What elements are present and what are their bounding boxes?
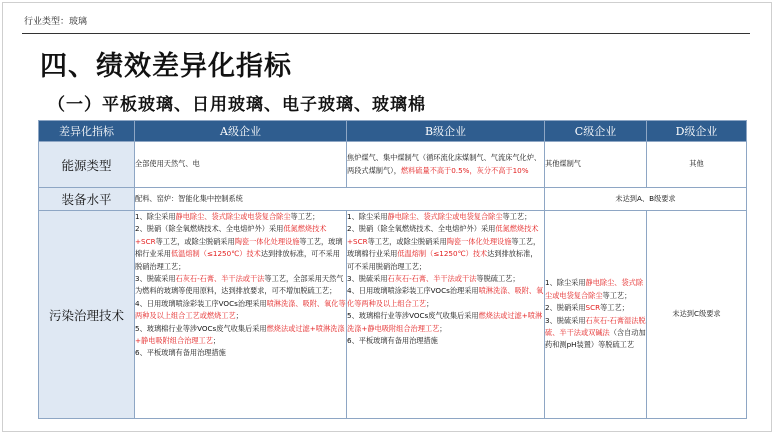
item-text: 2、脱硝（除全氧燃烧技术、全电熔炉外）采用 xyxy=(135,224,284,234)
pollution-item-b-3 xyxy=(347,273,544,285)
highlight-text: 低温熔制（≤1250℃）技术 xyxy=(170,249,261,259)
table-header-row xyxy=(39,121,747,142)
highlight-text: 喷淋洗涤、吸附、氧化等两种及以上组合工艺 xyxy=(347,286,544,308)
table-row-equipment xyxy=(39,188,747,211)
cell-energy-b xyxy=(347,142,545,188)
highlight-text: 燃烧法或过滤+喷淋洗涤+静电吸附组合治理工艺 xyxy=(135,323,345,346)
row-label-energy: 能源类型 xyxy=(39,142,135,188)
cell-pollution-a xyxy=(135,211,347,419)
pollution-item-a-1 xyxy=(135,211,346,223)
pollution-item-b-6 xyxy=(347,335,544,347)
item-text: 1、除尘采用 xyxy=(347,212,388,221)
item-text: 2、脱硝（除全氧燃烧技术、全电熔炉外）采用 xyxy=(347,224,496,234)
pollution-item-b-4 xyxy=(347,285,544,310)
item-text: 等工艺； xyxy=(600,303,629,313)
highlight-text: 石灰石-石膏、半干法或干法 xyxy=(387,274,477,284)
industry-type-label: 行业类型：玻璃 xyxy=(24,17,88,27)
pollution-item-a-4 xyxy=(135,298,346,323)
pollution-item-a-2 xyxy=(135,223,346,273)
item-text: 5、玻璃棉行业等涉VOCs废气收集后采用 xyxy=(135,323,267,333)
item-text: 2、脱硝采用 xyxy=(545,303,586,313)
column-header-c: C级企业 xyxy=(545,121,647,142)
column-header-a: A级企业 xyxy=(135,121,347,142)
item-text: ； xyxy=(439,323,447,333)
pollution-item-b-5 xyxy=(347,310,544,335)
energy-b-text: 焦炉煤气、集中煤制气（循环流化床煤制气、气流床气化炉、两段式煤制气）， xyxy=(347,153,542,175)
pollution-item-c-2 xyxy=(545,302,646,314)
highlight-text: 静电除尘、袋式除尘或电袋复合除尘 xyxy=(545,278,644,300)
pollution-item-a-5 xyxy=(135,323,346,348)
item-text: 6、平板玻璃有备用治理措施 xyxy=(135,348,226,358)
item-text: 等工艺，全部采用天然气为燃料的玻璃等使用原料，达到排放要求，可不增加脱硫工艺； xyxy=(135,274,344,296)
highlight-text: 石灰石-石膏、半干法或干法 xyxy=(175,274,265,284)
column-header-b: B级企业 xyxy=(347,121,545,142)
item-text: 等工艺； xyxy=(502,212,532,221)
highlight-text: 低温熔制（≤1250℃）技术 xyxy=(397,249,488,259)
item-text: 1、除尘采用 xyxy=(135,212,176,221)
row-label-pollution: 污染治理技术 xyxy=(39,211,135,419)
cell-equipment-ab: 配料、窑炉：智能化集中控制系统 xyxy=(135,188,545,211)
item-text: 1、除尘采用 xyxy=(545,278,586,288)
item-text: 等工艺，玻璃棉行业采用 xyxy=(347,236,541,259)
item-text: 等工艺； xyxy=(602,290,632,300)
item-text: 等脱硫工艺； xyxy=(476,274,520,284)
cell-equipment-cd: 未达到A、B级要求 xyxy=(545,188,747,211)
header-divider xyxy=(22,33,750,34)
highlight-text: 静电除尘、袋式除尘或电袋复合除尘 xyxy=(387,212,503,221)
item-text: ； xyxy=(426,298,434,308)
item-text: ； xyxy=(212,336,221,346)
item-text: 等工艺，或除尘脱硝采用 xyxy=(155,236,235,246)
item-text: 3、脱硫采用 xyxy=(347,274,388,284)
column-header-indicator: 差异化指标 xyxy=(39,121,135,142)
column-header-d: D级企业 xyxy=(647,121,747,142)
item-text: 达到排放标准，可不采用脱硝治理工艺； xyxy=(347,249,538,271)
table-row-energy xyxy=(39,142,747,188)
pollution-item-b-1 xyxy=(347,211,544,223)
item-text: 3、脱硫采用 xyxy=(135,274,176,284)
cell-energy-a: 全部使用天然气、电 xyxy=(135,142,347,188)
page-title: 四、绩效差异化指标 xyxy=(40,51,292,82)
pollution-item-c-3 xyxy=(545,315,646,352)
highlight-text: 静电除尘、袋式除尘或电袋复合除尘 xyxy=(175,212,291,221)
item-text: 4、日用玻璃喷涂彩装工序VOCs治理采用 xyxy=(135,298,267,308)
item-text: 等工艺，玻璃棉行业采用 xyxy=(135,236,343,259)
item-text: 3、脱硫采用 xyxy=(545,315,586,325)
cell-energy-d: 其他 xyxy=(647,142,747,188)
page-subtitle: （一）平板玻璃、日用玻璃、电子玻璃、玻璃棉 xyxy=(48,95,426,115)
cell-pollution-c xyxy=(545,211,647,419)
pollution-item-b-2 xyxy=(347,223,544,273)
cell-pollution-d: 未达到C级要求 xyxy=(647,211,747,419)
highlight-text: 陶瓷一体化处理设施 xyxy=(234,236,300,246)
pollution-item-a-3 xyxy=(135,273,346,298)
item-text: 等工艺； xyxy=(290,212,320,221)
table-row-pollution xyxy=(39,211,747,419)
item-text: ； xyxy=(235,311,243,321)
highlight-text: 燃烧法或过滤+喷淋洗涤+静电吸附组合治理工艺 xyxy=(347,311,543,333)
highlight-text: SCR xyxy=(585,303,601,313)
highlight-text: 低氮燃烧技术+SCR xyxy=(135,224,327,246)
row-label-equipment: 装备水平 xyxy=(39,188,135,211)
item-text: 等工艺，或除尘脱硝采用 xyxy=(367,236,447,246)
item-text: （含自动加药和测pH装置）等脱硫工艺 xyxy=(545,327,646,350)
pollution-item-c-1 xyxy=(545,277,646,302)
pollution-item-a-6 xyxy=(135,347,346,359)
energy-b-highlight: 燃料硫量不高于0.5%，灰分不高于10% xyxy=(400,165,529,175)
item-text: 5、玻璃棉行业等涉VOCs废气收集后采用 xyxy=(347,311,479,321)
highlight-text: 喷淋洗涤、吸附、氧化等两种及以上组合工艺或燃烧工艺 xyxy=(135,298,346,321)
cell-energy-c: 其他煤制气 xyxy=(545,142,647,188)
performance-table xyxy=(38,120,747,419)
item-text: 4、日用玻璃喷涂彩装工序VOCs治理采用 xyxy=(347,286,479,296)
highlight-text: 陶瓷一体化处理设施 xyxy=(446,236,512,246)
highlight-text: 石灰石-石膏湿法脱硫、半干法或双碱法 xyxy=(545,315,646,337)
item-text: 6、平板玻璃有备用治理措施 xyxy=(347,336,438,346)
highlight-text: 低氮燃烧技术+SCR xyxy=(347,224,539,246)
cell-pollution-b xyxy=(347,211,545,419)
item-text: 达到排放标准，可不采用脱硝治理工艺； xyxy=(135,249,340,271)
